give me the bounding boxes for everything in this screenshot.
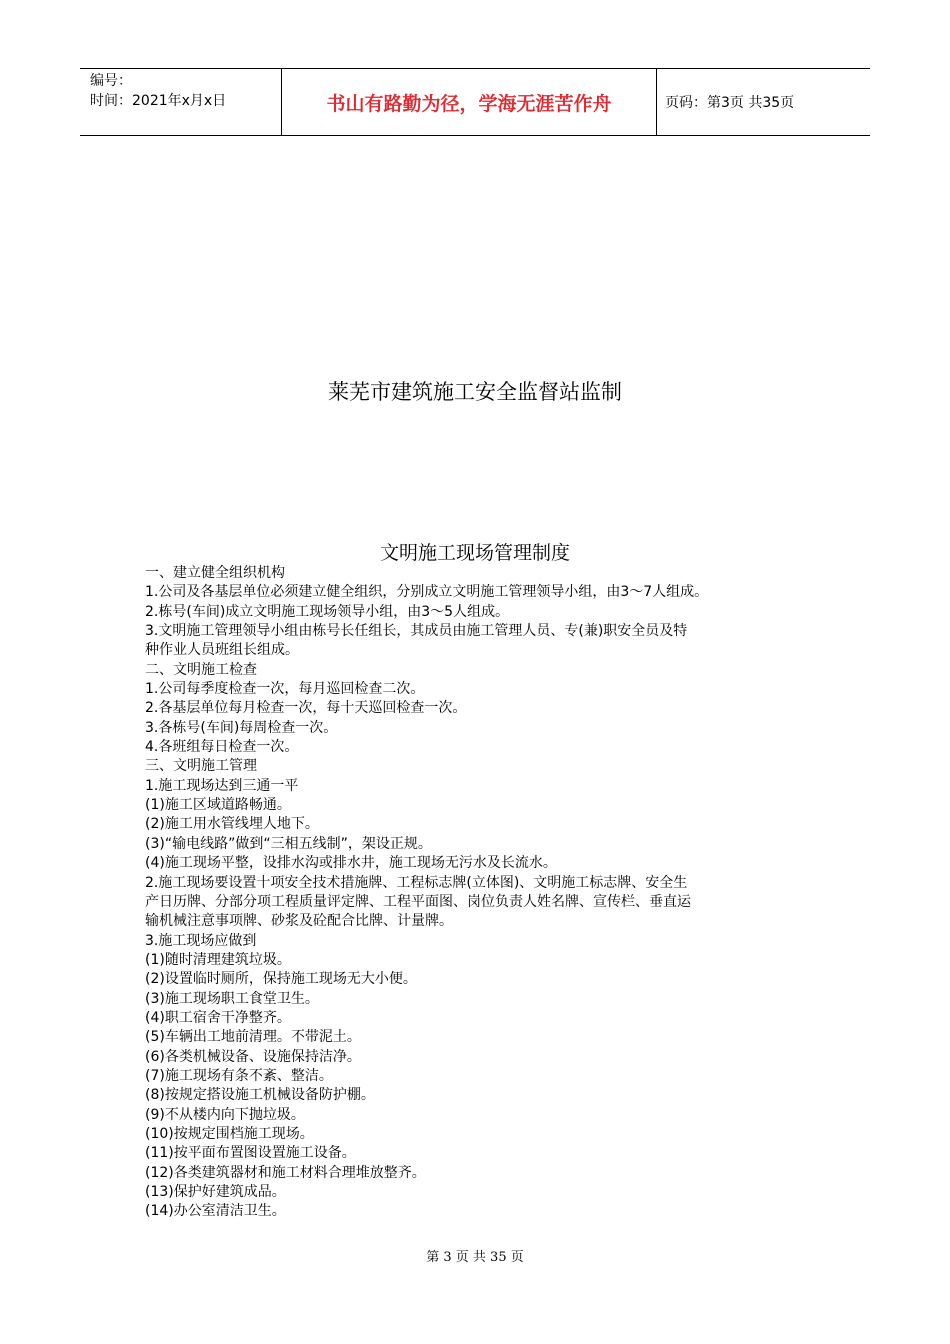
body-line: (8)按规定搭设施工机械设备防护棚。	[145, 1087, 375, 1104]
body-line: 输机械注意事项牌、砂浆及砼配合比牌、计量牌。	[145, 913, 453, 930]
body-line: (12)各类建筑器材和施工材料合理堆放整齐。	[145, 1164, 426, 1181]
body-line: 1.施工现场达到三通一平	[145, 777, 299, 794]
body-line: (9)不从楼内向下抛垃圾。	[145, 1106, 305, 1123]
body-line: (7)施工现场有条不紊、整洁。	[145, 1067, 333, 1084]
number-label: 编号：	[90, 73, 132, 89]
motto: 书山有路勤为径，学海无涯苦作舟	[282, 69, 657, 135]
body-line: (13)保护好建筑成品。	[145, 1184, 286, 1200]
body-line: 3.各栋号(车间)每周检查一次。	[145, 719, 338, 736]
body-line: 2.栋号(车间)成立文明施工现场领导小组，由3～5人组成。	[145, 603, 510, 620]
body-line: 1.公司及各基层单位必须建立健全组织，分别成立文明施工管理领导小组，由3～7人组成。	[145, 584, 709, 601]
body-line: 种作业人员班组长组成。	[145, 642, 299, 659]
body-line: 3.文明施工管理领导小组由栋号长任组长，其成员由施工管理人员、专(兼)职安全员及特	[145, 623, 688, 640]
body-line: (5)车辆出工地前清理。不带泥土。	[145, 1029, 361, 1046]
body-line: (1)随时清理建筑垃圾。	[145, 951, 291, 968]
body-line: 1.公司每季度检查一次，每月巡回检查二次。	[145, 681, 425, 698]
body-line: 3.施工现场应做到	[145, 932, 257, 949]
body-line: (6)各类机械设备、设施保持洁净。	[145, 1048, 361, 1065]
body-line: (2)施工用水管线埋人地下。	[145, 816, 319, 833]
body-line: (1)施工区域道路畅通。	[145, 797, 291, 814]
page-header	[80, 68, 870, 136]
body-line: (4)职工宿舍干净整齐。	[145, 1009, 291, 1026]
issuer-title: 莱芜市建筑施工安全监督站监制	[328, 380, 622, 404]
body-line: (3)施工现场职工食堂卫生。	[145, 990, 319, 1007]
body-line: 二、文明施工检查	[145, 661, 257, 678]
body-line: (4)施工现场平整，设排水沟或排水井，施工现场无污水及长流水。	[145, 855, 557, 872]
document-body	[145, 564, 815, 1222]
body-line: 2.施工现场要设置十项安全技术措施牌、工程标志牌(立体图)、文明施工标志牌、安全生	[145, 874, 688, 891]
body-line: 2.各基层单位每月检查一次，每十天巡回检查一次。	[145, 700, 467, 717]
page-code: 页码：第3页 共35页	[665, 95, 795, 111]
header-meta	[80, 69, 282, 135]
body-line: (2)设置临时厕所，保持施工现场无大小便。	[145, 971, 417, 988]
body-line: (3)“输电线路”做到“三相五线制”，架设正规。	[145, 835, 432, 852]
body-line: (14)办公室清洁卫生。	[145, 1203, 286, 1220]
body-line: 一、建立健全组织机构	[145, 565, 285, 581]
body-line: 4.各班组每日检查一次。	[145, 739, 299, 756]
body-line: (11)按平面布置图设置施工设备。	[145, 1145, 356, 1162]
document-title: 文明施工现场管理制度	[379, 542, 570, 564]
body-line: 三、文明施工管理	[145, 758, 257, 775]
body-line: (10)按规定围档施工现场。	[145, 1125, 314, 1142]
body-line: 产日历牌、分部分项工程质量评定牌、工程平面图、岗位负责人姓名牌、宣传栏、垂直运	[145, 893, 691, 910]
page-footer: 第 3 页 共 35 页	[426, 1250, 524, 1265]
date-line: 时间：2021年x月x日	[90, 93, 227, 109]
